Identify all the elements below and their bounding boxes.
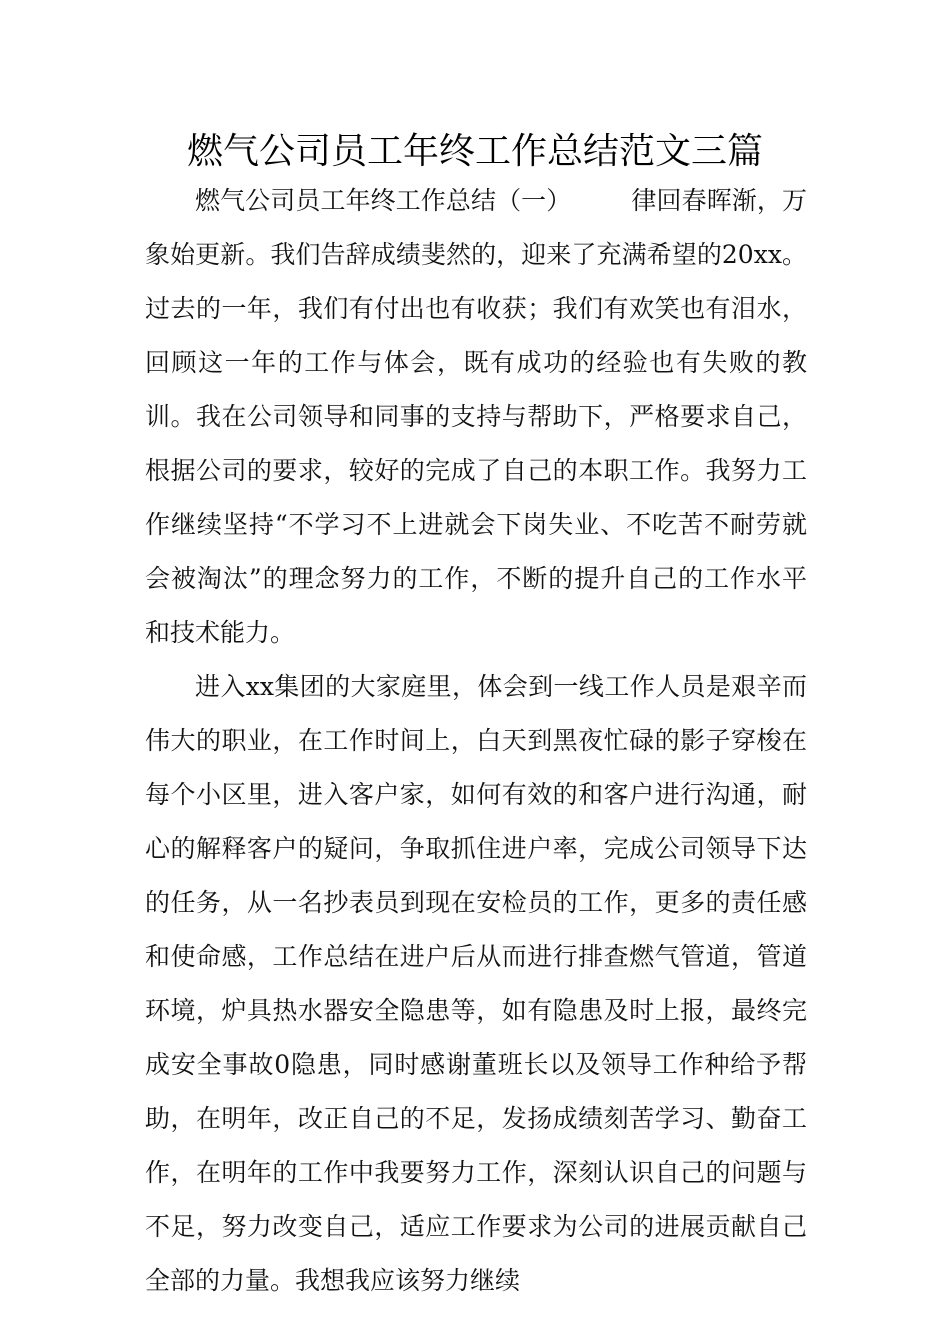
paragraph-1 <box>145 174 807 660</box>
section-heading: 燃气公司员工年终工作总结（一） <box>195 186 572 215</box>
paragraph-2: 进入xx集团的大家庭里，体会到一线工作人员是艰辛而伟大的职业，在工作时间上，白天到黑夜忙碌的影子穿梭在每个小区里，进入客户家，如何有效的和客户进行沟通，耐心的解释客户的疑问，争取抓住进户率，完成公司领导下达的任务，从一名抄表员到现在安检员的工作，更多的责任感和使命感，工作总结在进户后从而进行排查燃气管道，管道环境，炉具热水器安全隐患等，如有隐患及时上报，最终完成安全事故0隐患，同时感谢董班长以及领导工作种给予帮助，在明年，改正自己的不足，发扬成绩刻苦学习、勤奋工作，在明年的工作中我要努力工作，深刻认识自己的问题与不足，努力改变自己，适应工作要求为公司的进展贡献自己全部的力量。我想我应该努力继续 <box>145 672 807 1295</box>
document-body <box>145 174 807 1308</box>
document-title: 燃气公司员工年终工作总结范文三篇 <box>186 131 763 172</box>
paragraph-1-text: 律回春晖渐，万象始更新。我们告辞成绩斐然的，迎来了充满希望的20xx。过去的一年，我们有付出也有收获；我们有欢笑也有泪水，回顾这一年的工作与体会，既有成功的经验也有失败的教训。我在公司领导和同事的支持与帮助下，严格要求自己，根据公司的要求，较好的完成了自己的本职工作。我努力工作继续坚持“不学习不上进就会下岗失业、不吃苦不耐劳就会被淘汰”的理念努力的工作，不断的提升自己的工作水平和技术能力。 <box>145 186 807 647</box>
